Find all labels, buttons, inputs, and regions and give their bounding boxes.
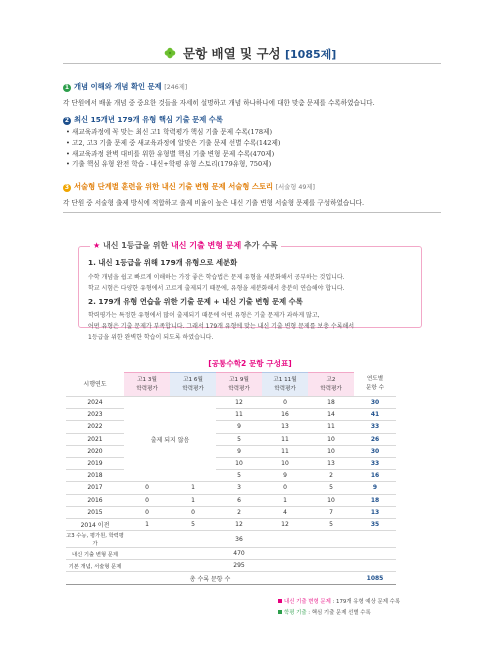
cell-total: 35	[354, 518, 396, 530]
cell: 9	[262, 470, 308, 482]
cell: 4	[262, 506, 308, 518]
cell-total: 9	[354, 482, 396, 494]
cell: 1	[170, 494, 216, 506]
list-item: • 새교육과정 완벽 대비를 위한 유형별 핵심 기출 변형 문제 수록(470제)	[66, 149, 275, 158]
section-3-body: 각 단원 중 서술형 출제 방식에 적합하고 출제 비율이 높은 내신 기출 변형 서술형 문제를 구성하였습니다.	[63, 199, 365, 207]
table-row	[66, 409, 396, 421]
cell: 5	[308, 518, 354, 530]
cell-total: 13	[354, 506, 396, 518]
cell: 10	[308, 445, 354, 457]
cell: 13	[262, 421, 308, 433]
section-2-heading	[63, 115, 223, 125]
cell: 13	[308, 457, 354, 469]
table-row	[66, 548, 396, 560]
box-item-1-line: 학교 시험은 다양한 유형에서 고르게 출제되기 때문에, 유형을 세분화해서 충분히 연습해야 합니다.	[88, 285, 345, 292]
cell: 1	[170, 482, 216, 494]
table-title: [공통수학2 문항 구성표]	[208, 359, 292, 368]
section-2-number: 2	[64, 117, 70, 124]
cell: 5	[216, 470, 262, 482]
list-item: • 기출 핵심 유형 완전 학습 - 내신+학평 유형 스토리(179유형, 750제)	[66, 160, 272, 169]
section-3-heading	[63, 182, 315, 192]
cell: 12	[262, 518, 308, 530]
cell: 10	[262, 457, 308, 469]
col-header-m6: 고1 6월 학력평가	[170, 373, 216, 397]
cell-total: 33	[354, 421, 396, 433]
table-sum-row	[66, 572, 396, 585]
cell-extra-label: 내신 기출 변형 문제	[66, 548, 124, 560]
cell-year: 2017	[66, 482, 124, 494]
cell-extra-value: 36	[124, 531, 354, 548]
cell-total: 30	[354, 397, 396, 409]
cell: 1	[262, 494, 308, 506]
cell-year: 2019	[66, 457, 124, 469]
cell: 3	[216, 482, 262, 494]
table-header-row	[66, 373, 396, 397]
cell: 11	[262, 445, 308, 457]
list-item: • 새교육과정에 꼭 맞는 최신 고1 학력평가 핵심 기출 문제 수록(178제)	[66, 128, 273, 136]
cell-total: 33	[354, 457, 396, 469]
section-1-title: 개념 이해와 개념 확인 문제	[74, 82, 162, 91]
cell-empty	[354, 548, 396, 560]
cell-extra-label: 기본 개념, 서술형 문제	[66, 560, 124, 572]
not-tested-cell: 출제 되지 않음	[124, 397, 216, 482]
cell-sum-label: 총 수록 문항 수	[66, 572, 354, 585]
box-item-1-line: 수학 개념을 쉽고 빠르게 이해하는 가장 좋은 학습법은 문제 유형을 세분화해서 공부하는 것입니다.	[88, 274, 345, 281]
cell: 0	[170, 506, 216, 518]
box-title-pink: 내신 기출 변형 문제	[171, 241, 242, 250]
col-header-year: 시행연도	[66, 373, 124, 397]
cell: 12	[216, 397, 262, 409]
cell: 12	[216, 518, 262, 530]
legend-desc: : 179개 유형 예상 문제 수록	[330, 599, 401, 605]
cell: 10	[216, 457, 262, 469]
table-row	[66, 421, 396, 433]
square-icon	[278, 599, 282, 603]
cell: 0	[262, 482, 308, 494]
cell: 0	[262, 397, 308, 409]
cell: 5	[308, 482, 354, 494]
cell: 16	[262, 409, 308, 421]
list-item: • 고2, 고3 기출 문제 중 새교육과정에 알맞은 기출 문제 선별 수록(142제)	[66, 138, 281, 147]
legend-key: 내신 기출 변형 문제	[284, 599, 331, 605]
cell: 11	[216, 409, 262, 421]
section-2-list	[66, 127, 280, 170]
clover-icon	[164, 47, 176, 59]
square-icon	[278, 610, 282, 614]
section-1-tag: [246제]	[164, 84, 188, 91]
cell-year: 2023	[66, 409, 124, 421]
section-3-title: 서술형 단계별 훈련을 위한 내신 기출 변형 문제 서술형 스토리	[74, 182, 274, 191]
table-row	[66, 397, 396, 409]
box-item-2-heading: 2. 179개 유형 연습을 위한 기출 문제 + 내신 기출 변형 문제 수록	[88, 297, 303, 306]
cell-extra-value: 295	[124, 560, 354, 572]
cell: 6	[216, 494, 262, 506]
cell: 14	[308, 409, 354, 421]
cell: 10	[308, 494, 354, 506]
section-3-number: 3	[64, 184, 70, 191]
cell: 0	[124, 494, 170, 506]
cell: 11	[308, 421, 354, 433]
cell: 9	[216, 421, 262, 433]
title-divider	[63, 63, 441, 64]
cell-year: 2016	[66, 494, 124, 506]
cell-year: 2018	[66, 470, 124, 482]
cell-year: 2020	[66, 445, 124, 457]
legend-key: 학평 기출	[284, 610, 307, 616]
section-1-heading	[63, 82, 187, 92]
cell-empty	[354, 531, 396, 548]
cell: 2	[216, 506, 262, 518]
title-text: 문항 배열 및 구성	[183, 46, 281, 61]
section-1-number: 1	[64, 84, 70, 91]
cell: 0	[124, 506, 170, 518]
cell-year: 2015	[66, 506, 124, 518]
legend-desc: : 핵심 기출 문제 선별 수록	[306, 610, 371, 616]
cell: 7	[308, 506, 354, 518]
cell-year: 2021	[66, 433, 124, 445]
col-header-m11: 고1 11월 학력평가	[262, 373, 308, 397]
table-row	[66, 482, 396, 494]
table-row	[66, 518, 396, 530]
legend-item-past	[278, 608, 371, 616]
cell-year: 2024	[66, 397, 124, 409]
question-table	[66, 372, 396, 585]
table-row	[66, 531, 396, 548]
box-item-2-line: 어떤 유형은 기출 문제가 부족합니다. 그래서 179개 유형에 맞는 내신 기출 변형 문제를 보충 수록해서	[88, 323, 355, 330]
cell: 10	[308, 433, 354, 445]
cell-year: 2014 이전	[66, 518, 124, 530]
cell-extra-label: 고3 수능, 평가원, 학력평가	[66, 531, 124, 548]
legend-item-variant	[278, 597, 400, 605]
cell: 11	[262, 433, 308, 445]
cell-extra-value: 470	[124, 548, 354, 560]
page-title	[0, 44, 500, 62]
highlight-box-title	[90, 240, 281, 251]
cell: 0	[124, 482, 170, 494]
section-divider	[63, 212, 441, 213]
box-item-1-heading: 1. 내신 1등급을 위해 179개 유형으로 세분화	[88, 258, 238, 267]
table-row	[66, 506, 396, 518]
cell-sum-value: 1085	[354, 572, 396, 585]
table-row	[66, 560, 396, 572]
star-icon: ★	[93, 241, 101, 250]
cell: 5	[216, 433, 262, 445]
cell-total: 18	[354, 494, 396, 506]
cell-year: 2022	[66, 421, 124, 433]
cell: 2	[308, 470, 354, 482]
table-row	[66, 445, 396, 457]
box-title-post: 추가 수록	[243, 241, 278, 250]
cell: 9	[216, 445, 262, 457]
cell-total: 41	[354, 409, 396, 421]
section-2-title: 최신 15개년 179개 유형 핵심 기출 문제 수록	[74, 115, 223, 124]
cell-total: 30	[354, 445, 396, 457]
table-row	[66, 494, 396, 506]
col-header-m3: 고1 3월 학력평가	[124, 373, 170, 397]
cell-total: 26	[354, 433, 396, 445]
section-3-tag: [서술형 49제]	[275, 184, 315, 191]
cell: 5	[170, 518, 216, 530]
box-item-2-line: 1등급을 위한 완벽한 학습이 되도록 하였습니다.	[88, 334, 214, 341]
box-item-2-line: 학력평가는 특정한 유형에서 많이 출제되기 때문에 어떤 유형은 기출 문제가 과하게 많고,	[88, 312, 320, 319]
col-header-g2: 고2 학력평가	[308, 373, 354, 397]
col-header-m9: 고1 9월 학력평가	[216, 373, 262, 397]
section-1-body: 각 단원에서 배울 개념 중 중요한 것들을 자세히 설명하고 개념 하나하나에 대한 맞춤 문제를 수록하였습니다.	[63, 99, 375, 107]
table-row	[66, 470, 396, 482]
col-header-total: 연도별 문항 수	[354, 373, 396, 397]
box-title-pre: 내신 1등급을 위한	[102, 241, 169, 250]
cell-empty	[354, 560, 396, 572]
table-row	[66, 457, 396, 469]
table-row	[66, 433, 396, 445]
cell-total: 16	[354, 470, 396, 482]
cell: 1	[124, 518, 170, 530]
cell: 18	[308, 397, 354, 409]
title-count: [1085제]	[285, 48, 337, 61]
